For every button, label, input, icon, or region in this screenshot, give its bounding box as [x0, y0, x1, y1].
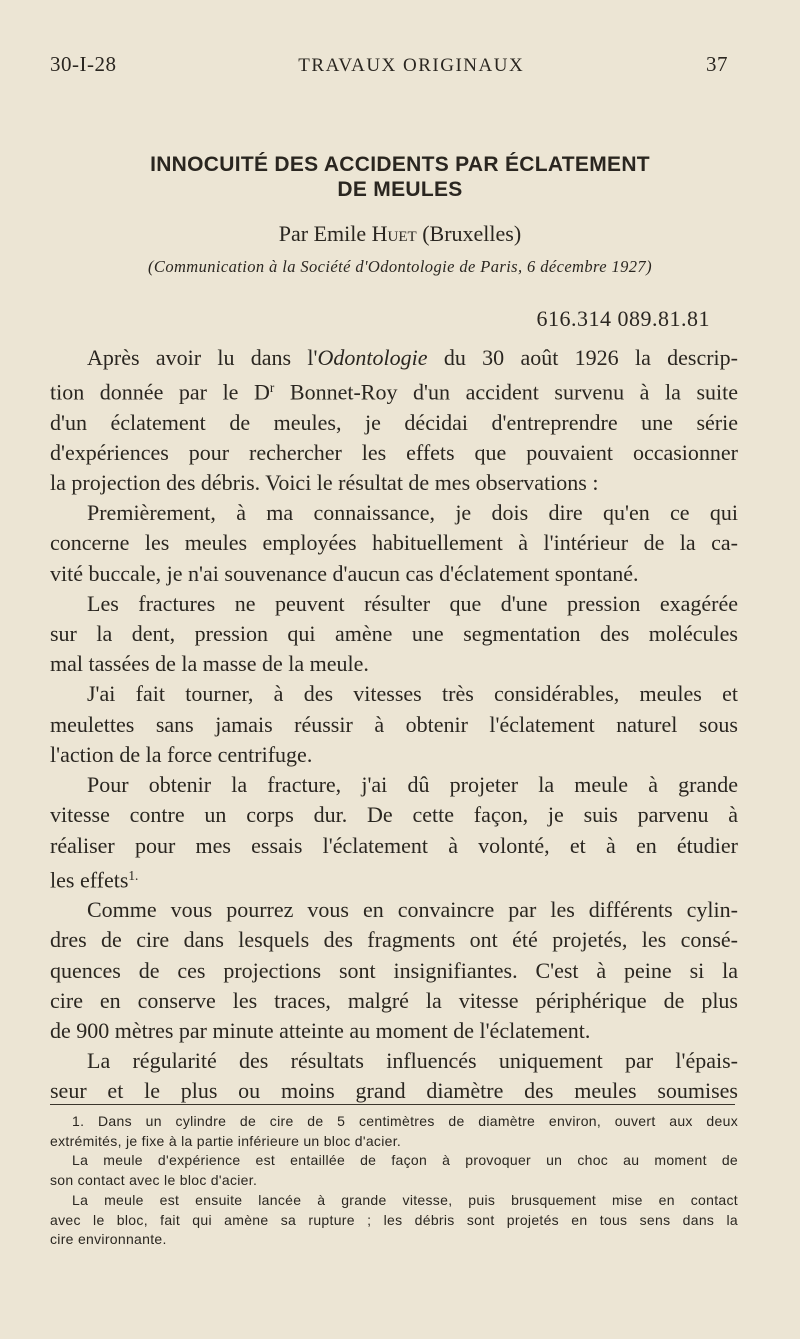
body-line: réaliser pour mes essais l'éclatement à volonté, et à en étudier [50, 832, 738, 858]
body-line: mal tassées de la masse de la meule. [50, 651, 369, 677]
footnote-line: extrémités, je fixe à la partie inférieure un bloc d'acier. [50, 1132, 402, 1149]
body-line [50, 861, 738, 895]
header-section: TRAVAUX ORIGINAUX [298, 55, 525, 76]
body-line: la projection des débris. Voici le résultat de mes observations : [50, 470, 599, 496]
footnote-rule [50, 1104, 735, 1105]
body-line: Premièrement, à ma connaissance, je dois dire qu'en ce qui [87, 500, 738, 526]
page-number: 37 [706, 52, 728, 76]
header-date: 30-I-28 [50, 52, 117, 76]
body-line: dres de cire dans lesquels des fragments ont été projetés, les consé- [50, 927, 738, 953]
footnote-line: La meule d'expérience est entaillée de façon à provoquer un choc au moment de [72, 1152, 738, 1169]
body-line: vitesse contre un corps dur. De cette façon, je suis parvenu à [50, 802, 738, 828]
article-title [60, 152, 740, 202]
body-line: Comme vous pourrez vous en convaincre par les différents cylin- [87, 897, 738, 923]
footnote-marker: 1. [128, 867, 139, 883]
body-line: La régularité des résultats influencés uniquement par l'épais- [87, 1048, 738, 1074]
byline [0, 221, 800, 247]
body-line: d'un éclatement de meules, je décidai d'entreprendre une série [50, 409, 738, 435]
communication-note: (Communication à la Société d'Odontologie de Paris, 6 décembre 1927) [148, 257, 652, 276]
title-line-1: INNOCUITÉ DES ACCIDENTS PAR ÉCLATEMENT [150, 153, 650, 176]
body-line: Après avoir lu dans l'Odontologie du 30 août 1926 la descrip- [87, 345, 738, 370]
running-header [50, 52, 728, 77]
body-line: J'ai fait tourner, à des vitesses très considérables, meules et [87, 681, 738, 707]
journal-title: Odontologie [317, 345, 428, 370]
author-surname: Huet [371, 221, 417, 246]
body-line: vité buccale, je n'ai souvenance d'aucun cas d'éclatement spontané. [50, 560, 639, 586]
footnote-line: La meule est ensuite lancée à grande vitesse, puis brusquement mise en contact [72, 1191, 738, 1208]
body-line: concerne les meules employées habituellement à l'intérieur de la ca- [50, 530, 738, 556]
footnotes [50, 1112, 738, 1250]
body-line: seur et le plus ou moins grand diamètre des meules soumises [50, 1078, 738, 1104]
body-line: meulettes sans jamais réussir à obtenir l'éclatement naturel sous [50, 711, 738, 737]
body-line-text: les effets [50, 866, 129, 892]
byline-prefix: Par Emile [278, 221, 367, 246]
footnote-line: cire environnante. [50, 1231, 167, 1248]
article-body [50, 343, 738, 1107]
body-line: Les fractures ne peuvent résulter que d'une pression exagérée [87, 590, 738, 616]
body-line: d'expériences pour rechercher les effets que pouvaient occasionner [50, 439, 738, 465]
body-line: quences de ces projections sont insignifiantes. C'est à peine si la [50, 957, 738, 983]
title-line-2: DE MEULES [337, 178, 463, 201]
body-line: tion donnée par le $D^r$ Bonnet-Roy d'un accident survenu à la suite [50, 379, 738, 405]
footnote-line: avec le bloc, fait qui amène sa rupture ; les débris sont projetés en tous sens dans la [50, 1211, 738, 1228]
classification-code: 616.314 089.81.81 [536, 306, 710, 331]
author-city: (Bruxelles) [422, 221, 522, 246]
body-line: Pour obtenir la fracture, j'ai dû projeter la meule à grande [87, 772, 738, 798]
body-line: cire en conserve les traces, malgré la vitesse périphérique de plus [50, 987, 738, 1013]
body-line: l'action de la force centrifuge. [50, 741, 313, 767]
body-line: de 900 mètres par minute atteinte au moment de l'éclatement. [50, 1017, 591, 1043]
body-line: sur la dent, pression qui amène une segmentation des molécules [50, 621, 738, 647]
footnote-line: son contact avec le bloc d'acier. [50, 1172, 258, 1189]
footnote-line: 1. Dans un cylindre de cire de 5 centimètres de diamètre environ, ouvert aux deux [72, 1113, 738, 1129]
